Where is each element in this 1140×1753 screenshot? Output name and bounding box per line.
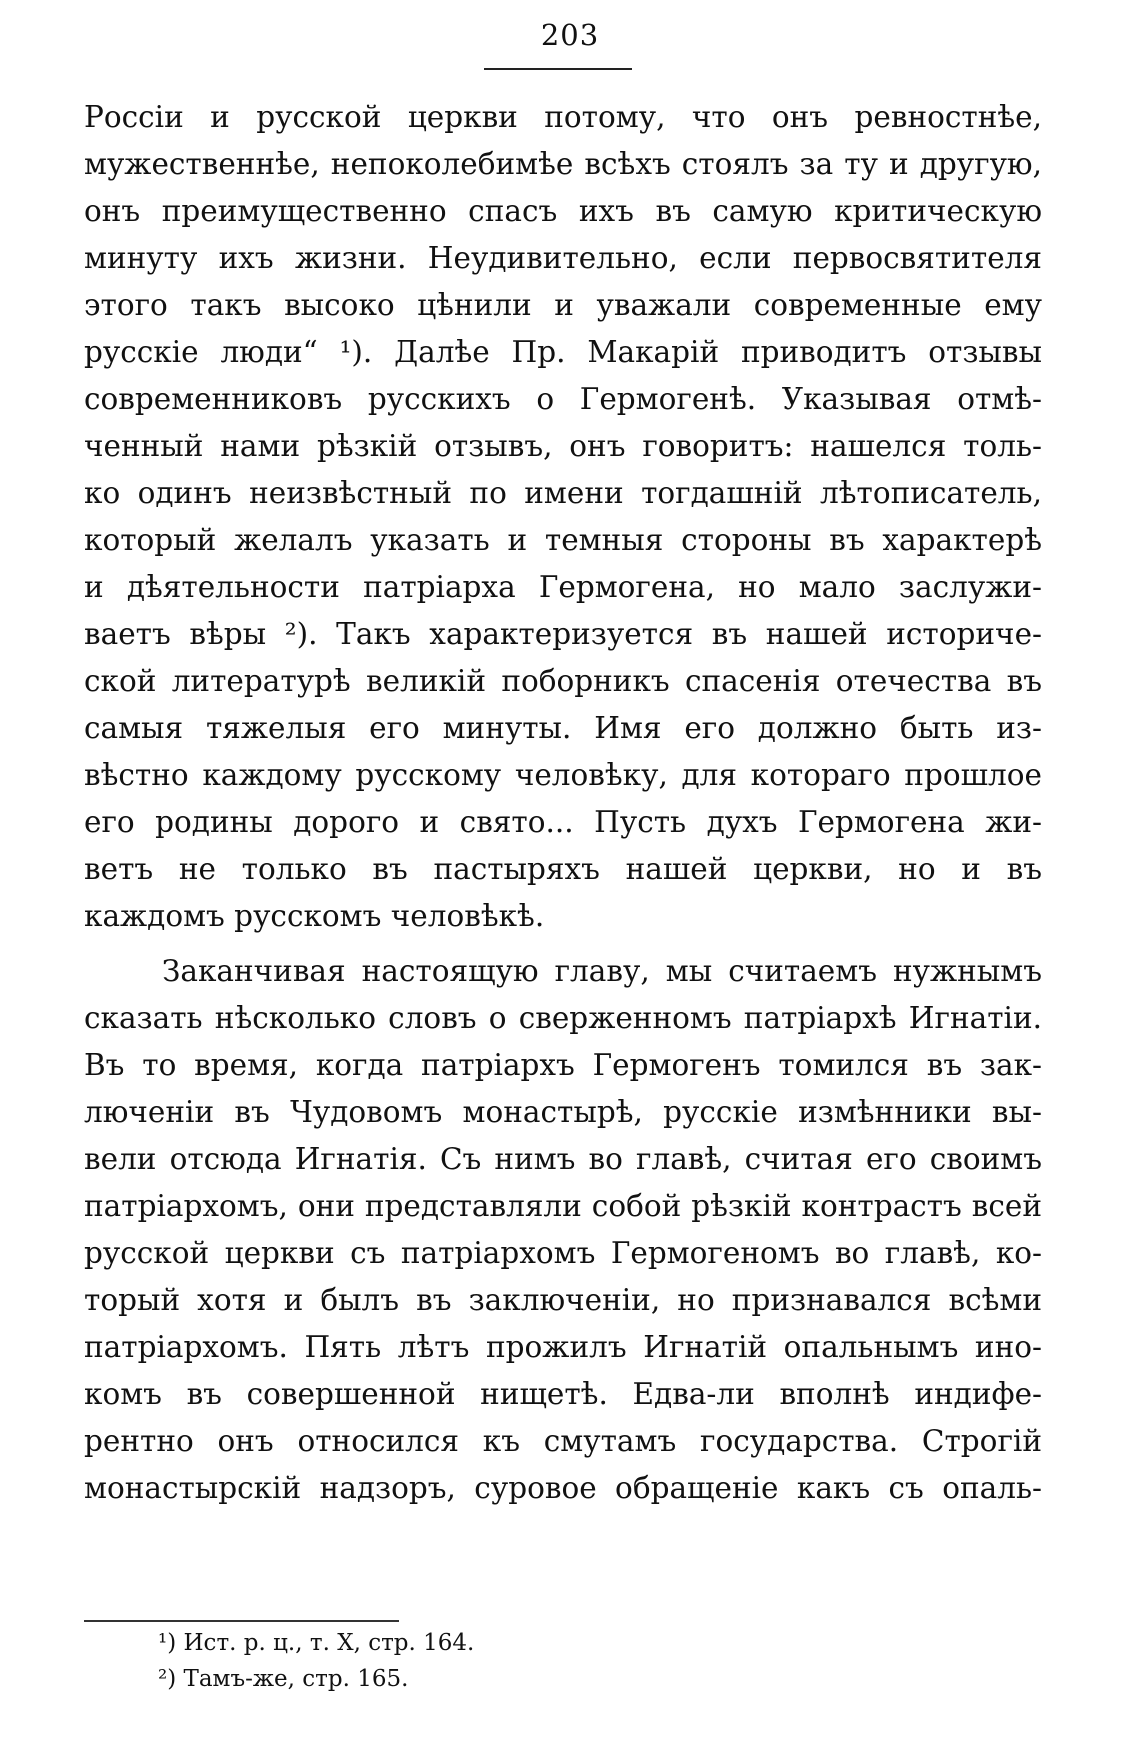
text-line: современниковъ русскихъ о Гермогенѣ. Указывая отмѣ- bbox=[84, 382, 1042, 416]
text-line: ветъ не только въ пастыряхъ нашей церкви, но и въ bbox=[84, 852, 1042, 886]
footnote-rule bbox=[84, 1620, 399, 1622]
text-line: вѣстно каждому русскому человѣку, для котораго прошлое bbox=[84, 758, 1042, 792]
text-line: ко одинъ неизвѣстный по имени тогдашній лѣтописатель, bbox=[84, 476, 1042, 510]
text-line: русской церкви съ патріархомъ Гермогеномъ во главѣ, ко- bbox=[84, 1236, 1042, 1270]
footnote-1: ¹) Ист. р. ц., т. X, стр. 164. bbox=[158, 1630, 475, 1656]
text-line: онъ преимущественно спасъ ихъ въ самую критическую bbox=[84, 194, 1042, 228]
text-line: и дѣятельности патріарха Гермогена, но мало заслужи- bbox=[84, 570, 1042, 604]
text-line: Въ то время, когда патріархъ Гермогенъ томился въ зак- bbox=[84, 1048, 1042, 1082]
text-line: Заканчивая настоящую главу, мы считаемъ нужнымъ bbox=[162, 954, 1042, 988]
text-line: патріархомъ. Пять лѣтъ прожилъ Игнатій опальнымъ ино- bbox=[84, 1330, 1042, 1364]
text-line: русскіе люди“ ¹). Далѣе Пр. Макарій приводитъ отзывы bbox=[84, 335, 1042, 369]
text-line: вели отсюда Игнатія. Съ нимъ во главѣ, считая его своимъ bbox=[84, 1142, 1042, 1176]
text-line: его родины дорого и свято... Пусть духъ Гермогена жи- bbox=[84, 805, 1042, 839]
text-line: торый хотя и былъ въ заключеніи, но признавался всѣми bbox=[84, 1283, 1042, 1317]
text-line: самыя тяжелыя его минуты. Имя его должно быть из- bbox=[84, 711, 1042, 745]
text-line: ваетъ вѣры ²). Такъ характеризуется въ нашей историче- bbox=[84, 617, 1042, 651]
text-line: мужественнѣе, непоколебимѣе всѣхъ стоялъ за ту и другую, bbox=[84, 147, 1042, 181]
text-line: минуту ихъ жизни. Неудивительно, если первосвятителя bbox=[84, 241, 1042, 275]
text-line: каждомъ русскомъ человѣкѣ. bbox=[84, 899, 545, 933]
text-line: патріархомъ, они представляли собой рѣзкій контрастъ всей bbox=[84, 1189, 1042, 1223]
text-line: люченіи въ Чудовомъ монастырѣ, русскіе измѣнники вы- bbox=[84, 1095, 1042, 1129]
text-line: ской литературѣ великій поборникъ спасенія отечества въ bbox=[84, 664, 1042, 698]
footnote-2: ²) Тамъ-же, стр. 165. bbox=[158, 1666, 409, 1692]
text-line: Россіи и русской церкви потому, что онъ ревностнѣе, bbox=[84, 100, 1042, 134]
text-line: который желалъ указать и темныя стороны въ характерѣ bbox=[84, 523, 1042, 557]
text-line: ченный нами рѣзкій отзывъ, онъ говоритъ: нашелся толь- bbox=[84, 429, 1042, 463]
page-number: 203 bbox=[540, 18, 600, 52]
text-line: комъ въ совершенной нищетѣ. Едва-ли вполнѣ индифе- bbox=[84, 1377, 1042, 1411]
text-line: монастырскій надзоръ, суровое обращеніе какъ съ опаль- bbox=[84, 1471, 1042, 1505]
text-line: сказать нѣсколько словъ о сверженномъ патріархѣ Игнатіи. bbox=[84, 1001, 1042, 1035]
header-rule bbox=[484, 68, 632, 70]
text-line: рентно онъ относился къ смутамъ государства. Строгій bbox=[84, 1424, 1042, 1458]
text-line: этого такъ высоко цѣнили и уважали современные ему bbox=[84, 288, 1042, 322]
